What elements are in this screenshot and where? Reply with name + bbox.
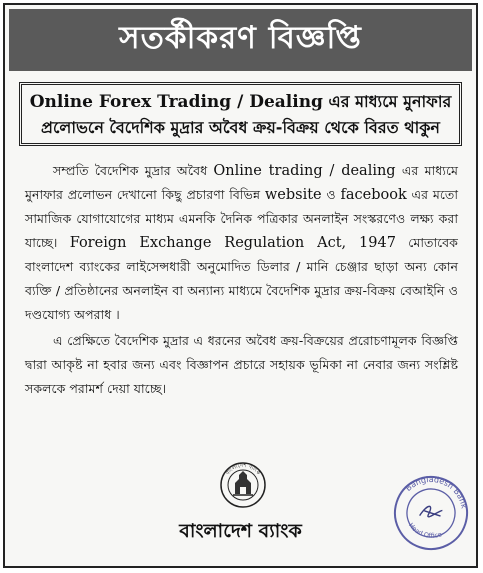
body-bangla-run: মোতাবেক বাংলাদেশ ব্যাংকের লাইসেন্সধারী অনুমোদিত ডিলার / মানি চেঞ্জার ছাড়া অন্য কোন ব্যক্তি / প্রতিষ্ঠানের অনলাইন বা অন্যান্য মাধ্যমে বৈদেশিক মুদ্রার ক্রয়-বিক্রয় বেআইনি ও দণ্ডযোগ্য অপরাধ । [25,235,458,322]
body-english-run: Online trading / dealing [213,163,396,179]
notice-title: সতর্কীকরণ বিজ্ঞপ্তি [119,20,362,56]
stamp-outer-text: Bangladesh Bank [403,474,469,510]
body-paragraph-2: এ প্রেক্ষিতে বৈদেশিক মুদ্রার এ ধরনের অবৈধ ক্রয়-বিক্রয়ের প্ররোচণামূলক বিজ্ঞপ্তি দ্বারা আকৃষ্ট না হবার জন্য এবং বিজ্ঞাপন প্রচারে সহায়ক ভূমিকা না নেবার জন্য সংশ্লিষ্ট সকলকে পরামর্শ দেয়া যাচ্ছে। [25,333,458,396]
body-paragraph-1 [25,159,458,327]
notice-body [25,159,458,403]
body-english-run: facebook [340,187,407,203]
stamp-inner-text: Head Office [406,521,443,540]
body-bangla-run: এর মাধ্যমে মুনাফার প্রলোভন দেখানো কিছু প্রচারণা বিভিন্ন [25,163,458,202]
title-bar [9,9,472,71]
body-bangla-run: এর মতো সামাজিক যোগাযোগের মাধ্যম এমনকি দৈনিক পত্রিকার অনলাইন সংস্করণেও লক্ষ্য করা যাচ্ছে। [25,187,458,250]
body-bangla-run: সম্প্রতি বৈদেশিক মুদ্রার অবৈধ [53,163,214,178]
headline-line-2: প্রলোভনে বৈদেশিক মুদ্রার অবৈধ ক্রয়-বিক্রয় থেকে বিরত থাকুন [41,117,440,137]
headline-bangla-text: এর মাধ্যমে মুনাফার [322,91,452,111]
headline-box [19,82,462,146]
bangladesh-bank-logo-icon [219,461,267,511]
body-bangla-run: ও [321,187,341,202]
logo-ring-text: বাংলাদেশ ব্যাংক [224,462,262,477]
body-english-run: Foreign Exchange Regulation Act, 1947 [69,235,396,251]
body-english-run: website [264,187,322,203]
notice-page [3,3,478,568]
footer-signature-bank-name: বাংলাদেশ ব্যাংক [179,520,302,542]
headline-line-1 [30,89,452,115]
headline-english-text: Online Forex Trading / Dealing [29,91,323,112]
